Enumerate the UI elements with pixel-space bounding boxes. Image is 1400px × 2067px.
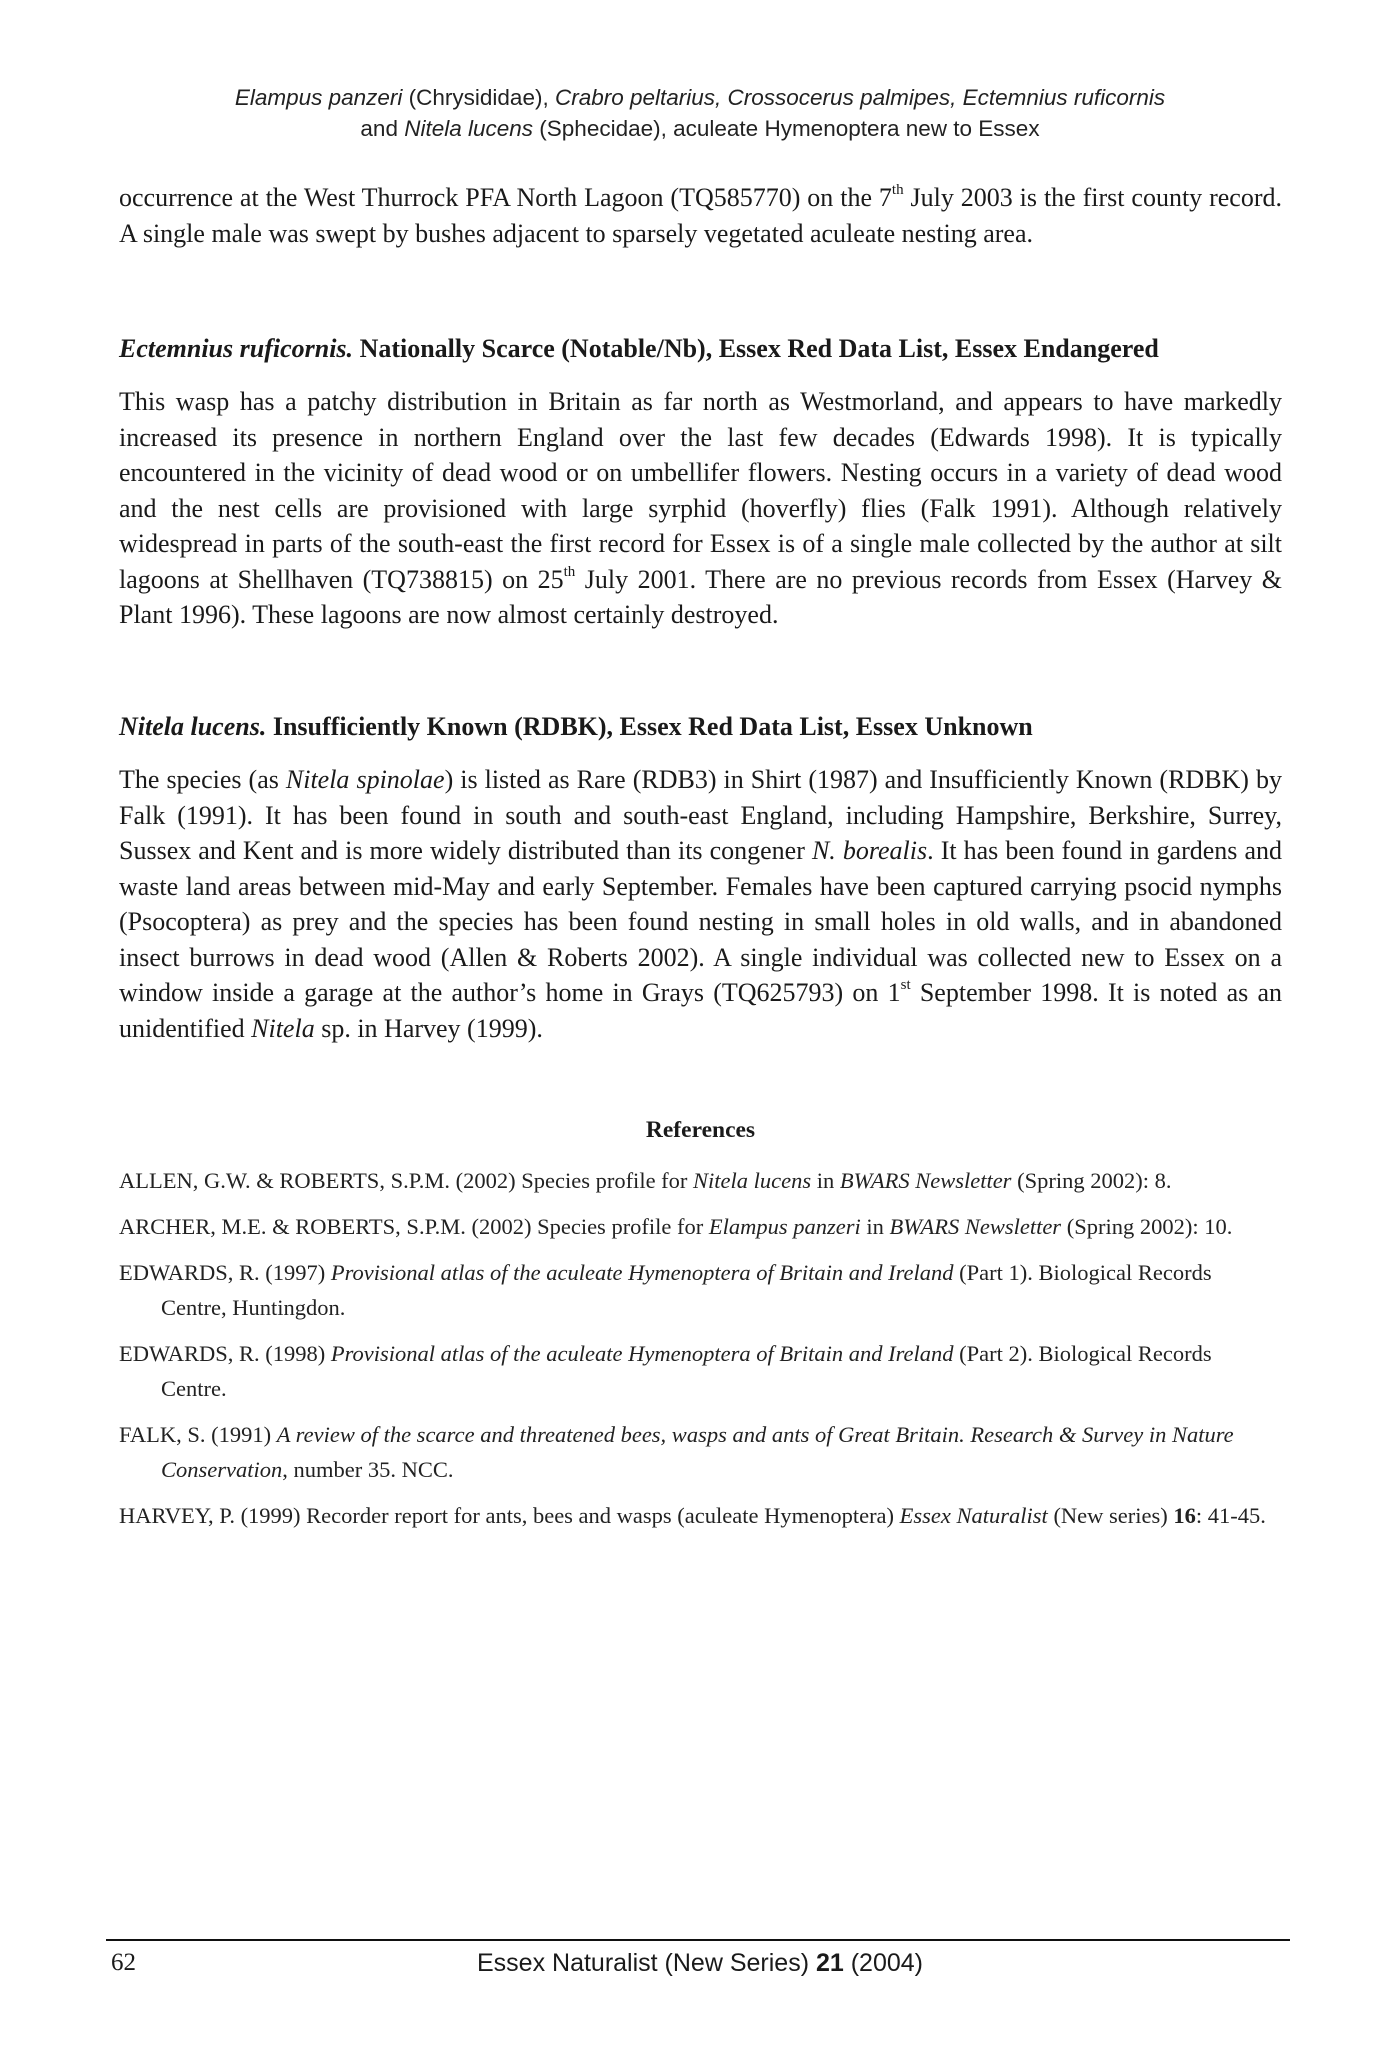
page-number: 62 — [111, 1949, 136, 1976]
italic-text: Essex Naturalist — [899, 1503, 1048, 1528]
text-run: (Spring 2002): 10. — [1061, 1214, 1233, 1239]
italic-text: BWARS Newsletter — [889, 1214, 1062, 1239]
references-heading: References — [645, 1117, 756, 1143]
running-head-text-2: and — [360, 116, 405, 141]
text-run: occurrence at the West Thurrock PFA North Lagoon (TQ585770) on the 7 — [119, 183, 892, 212]
journal-footer — [400, 1946, 1000, 1980]
text-run: ) is listed as Rare (RDB3) in Shirt (1987) and Insufficiently Known (RDBK) by Falk (1991). It has been found in south and south-east England, including Hampshire, Berkshire, Surrey, Sussex and Kent and is more widely distributed than its congener — [119, 765, 1282, 865]
section-heading-nitela — [119, 709, 1282, 745]
journal-year: (2004) — [843, 1949, 923, 1977]
italic-species: Nitela — [251, 1013, 315, 1043]
reference-item — [119, 1417, 1282, 1487]
running-head — [100, 82, 1300, 144]
italic-text: Provisional atlas of the aculeate Hymenoptera of Britain and Ireland — [330, 1341, 954, 1366]
text-run: sp. in Harvey (1999). — [314, 1013, 543, 1043]
heading-status: Insufficiently Known (RDBK), Essex Red Data List, Essex Unknown — [266, 712, 1033, 741]
heading-status: Nationally Scarce (Notable/Nb), Essex Red Data List, Essex Endangered — [353, 334, 1159, 363]
text-run: EDWARDS, R. (1998) — [119, 1341, 331, 1366]
text-run: in — [860, 1214, 890, 1239]
text-run: EDWARDS, R. (1997) — [119, 1260, 331, 1285]
italic-species: Nitela spinolae — [285, 765, 445, 794]
bold-volume: 16 — [1173, 1503, 1196, 1528]
journal-name: Essex Naturalist (New Series) — [476, 1949, 816, 1977]
heading-species: Nitela lucens. — [119, 712, 267, 741]
text-run: September 1998. It is noted as an unidentified — [119, 978, 1283, 1043]
running-head-species-3: Nitela lucens — [404, 116, 534, 141]
italic-text: A review of the scarce and threatened bees, wasps and ants of Great Britain. Research & Survey in Nature Conservation — [161, 1422, 1234, 1482]
running-head-text-3: (Sphecidae), aculeate Hymenoptera new to Essex — [533, 116, 1040, 141]
italic-text: BWARS Newsletter — [839, 1168, 1012, 1193]
running-head-species-1: Elampus panzeri — [234, 85, 403, 110]
superscript: th — [563, 563, 576, 580]
italic-text: Nitela lucens — [693, 1168, 812, 1193]
text-run: . It has been found in gardens and waste land areas between mid-May and early September. Females have been captured carrying psocid nymphs (Psocoptera) as prey and the species has been found nesting in small holes in old walls, and in abandoned insect burrows in dead wood (Allen & Roberts 2002). A single individual was collected new to Essex on a window inside a garage at the author’s home in Grays (TQ625793) on 1 — [119, 836, 1282, 1007]
heading-species: Ectemnius ruficornis. — [119, 334, 354, 363]
text-run: July 2001. There are no previous records from Essex (Harvey & Plant 1996). These lagoons are now almost certainly destroyed. — [119, 564, 1282, 629]
reference-item — [119, 1336, 1282, 1406]
text-run: (Part 1). Biological Records Centre, Huntingdon. — [161, 1260, 1212, 1320]
italic-species: N. borealis — [811, 836, 928, 865]
footer-rule — [106, 1939, 1290, 1941]
superscript: st — [900, 977, 911, 994]
text-run: in — [811, 1168, 840, 1193]
italic-text: Provisional atlas of the aculeate Hymenoptera of Britain and Ireland — [330, 1260, 954, 1285]
text-run: July 2003 is the first county record. A single male was swept by bushes adjacent to sparsely vegetated aculeate nesting area. — [119, 183, 1282, 248]
text-run: , number 35. NCC. — [282, 1457, 454, 1482]
text-run: : 41-45. — [1195, 1503, 1266, 1528]
paragraph-crossocerus-continuation — [119, 180, 1282, 251]
paragraph-ectemnius — [119, 384, 1282, 633]
running-head-text-1: (Chrysididae), — [402, 85, 555, 110]
text-run: ARCHER, M.E. & ROBERTS, S.P.M. (2002) Species profile for — [119, 1214, 709, 1239]
superscript: th — [891, 182, 904, 199]
reference-item — [119, 1498, 1282, 1533]
reference-item — [119, 1255, 1282, 1325]
text-run: FALK, S. (1991) — [119, 1422, 277, 1447]
text-run: HARVEY, P. (1999) Recorder report for ants, bees and wasps (aculeate Hymenoptera) — [119, 1503, 900, 1528]
text-run: (Part 2). Biological Records Centre. — [161, 1341, 1212, 1401]
italic-text: Elampus panzeri — [708, 1214, 861, 1239]
references-list — [119, 1163, 1282, 1544]
reference-item — [119, 1209, 1282, 1244]
text-run: The species (as — [119, 765, 286, 794]
section-heading-ectemnius — [119, 331, 1282, 367]
reference-item — [119, 1163, 1282, 1198]
text-run: This wasp has a patchy distribution in Britain as far north as Westmorland, and appears to have markedly increased its presence in northern England over the last few decades (Edwards 1998). It is typically encountered in the vicinity of dead wood or on umbellifer flowers. Nesting occurs in a variety of dead wood and the nest cells are provisioned with large syrphid (hoverfly) flies (Falk 1991). Although relatively widespread in parts of the south-east the first record for Essex is of a single male collected by the author at silt lagoons at Shellhaven (TQ738815) on 25 — [119, 387, 1282, 594]
running-head-species-2: Crabro peltarius, Crossocerus palmipes, Ectemnius ruficornis — [554, 85, 1166, 110]
text-run: ALLEN, G.W. & ROBERTS, S.P.M. (2002) Species profile for — [119, 1168, 694, 1193]
journal-volume: 21 — [815, 1949, 844, 1977]
text-run: (New series) — [1047, 1503, 1174, 1528]
paragraph-nitela — [119, 762, 1282, 1046]
text-run: (Spring 2002): 8. — [1011, 1168, 1172, 1193]
